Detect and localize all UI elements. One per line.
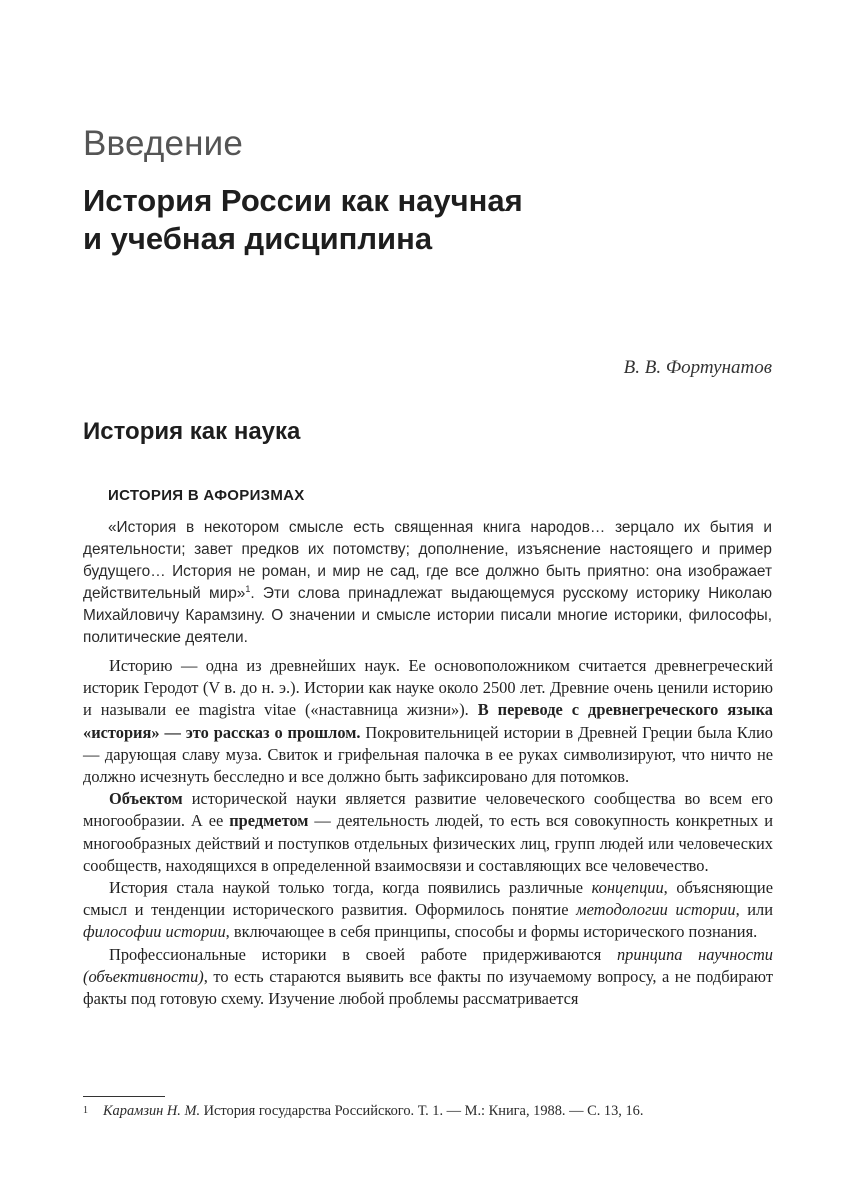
text-run: Профессиональные историки в своей работе придерживаются [109, 944, 617, 964]
chapter-title-line-2: и учебная дисциплина [83, 221, 433, 256]
footnote [83, 1102, 783, 1120]
footnote-text: История государства Российского. Т. 1. — М.: Книга, 1988. — С. 13, 16. [200, 1103, 644, 1119]
text-run: исторической науки является развитие человеческого сообщества во всем его многообразии. А ее [83, 789, 773, 831]
aphorism-continuation: . Эти слова принадлежат выдающемуся русскому историку Николаю Михайловичу Карамзину. О значении и смысле истории писали многие историки, философы, политические деятели. [83, 585, 772, 646]
text-run: Историю — одна из древнейших наук. Ее основоположником считается древнегреческий историк Геродот (V в. до н. э.). Истории как науке около 2500 лет. Древние очень ценили историю и называли ее magistra vitae («наставница жизни»). [83, 656, 773, 720]
paragraph-history-origin [83, 655, 773, 788]
chapter-label: Введение [83, 124, 244, 163]
text-run: — деятельность людей, то есть вся совокупность конкретных и многообразных действий и поступков отдельных физических лиц, групп людей или человеческих сообществ, находящихся в определенной взаимосвязи и составляющих все человечество. [83, 811, 773, 875]
author-name: В. В. Фортунатов [623, 357, 772, 378]
text-run: , включающее в себя принципы, способы и формы исторического познания. [225, 922, 758, 942]
text-run: , или [735, 900, 773, 920]
text-run: Покровительницей истории в Древней Греции была Клио — дарующая славу муза. Свиток и грифельная палочка в ее руках символизируют, что ничто не должно исчезнуть бесследно и все должно быть зафиксировано для потомков. [83, 722, 773, 787]
section-title: История как наука [83, 418, 301, 445]
subsection-title: ИСТОРИЯ В АФОРИЗМАХ [108, 487, 305, 504]
paragraph-object-subject [83, 788, 773, 877]
footnote-author: Карамзин Н. М. [103, 1103, 201, 1119]
definition-emphasis: В переводе с древнегреческого языка «история» — это рассказ о прошлом. [83, 700, 774, 742]
aphorism-paragraph [83, 517, 772, 649]
footnote-mark: 1 [83, 1105, 88, 1116]
paragraph-methodology [83, 877, 773, 944]
term-objectivity: принципа научности (объективности) [83, 944, 773, 986]
text-run: , объясняющие смысл и тенденции исторического развития. Оформилось понятие [83, 878, 773, 920]
text-run: История стала наукой только тогда, когда появились различные [109, 878, 592, 898]
footnote-reference[interactable]: 1 [245, 583, 251, 594]
term-concepts: концепции [591, 878, 664, 898]
term-methodology: методологии истории [576, 900, 736, 920]
paragraph-objectivity [83, 944, 773, 1011]
term-philosophy: философии истории [83, 922, 226, 942]
aphorism-block [83, 517, 772, 649]
chapter-title [83, 182, 783, 258]
body-text [83, 655, 773, 1010]
footnote-divider [83, 1096, 165, 1097]
text-run: , то есть стараются выявить все факты по изучаемому вопросу, а не подбирают факты под готовую схему. Изучение любой проблемы рассматривается [83, 966, 773, 1009]
karamzin-quote: «История в некотором смысле есть священная книга народов… зерцало их бытия и деятельности; завет предков их потомству; дополнение, изъяснение настоящего и пример будущего… История не роман, и мир не сад, где все должно быть приятно: она изображает действительный мир» [83, 519, 772, 602]
chapter-title-line-1: История России как научная [83, 183, 523, 218]
term-object: Объектом [109, 789, 183, 809]
term-subject: предметом [229, 811, 309, 831]
